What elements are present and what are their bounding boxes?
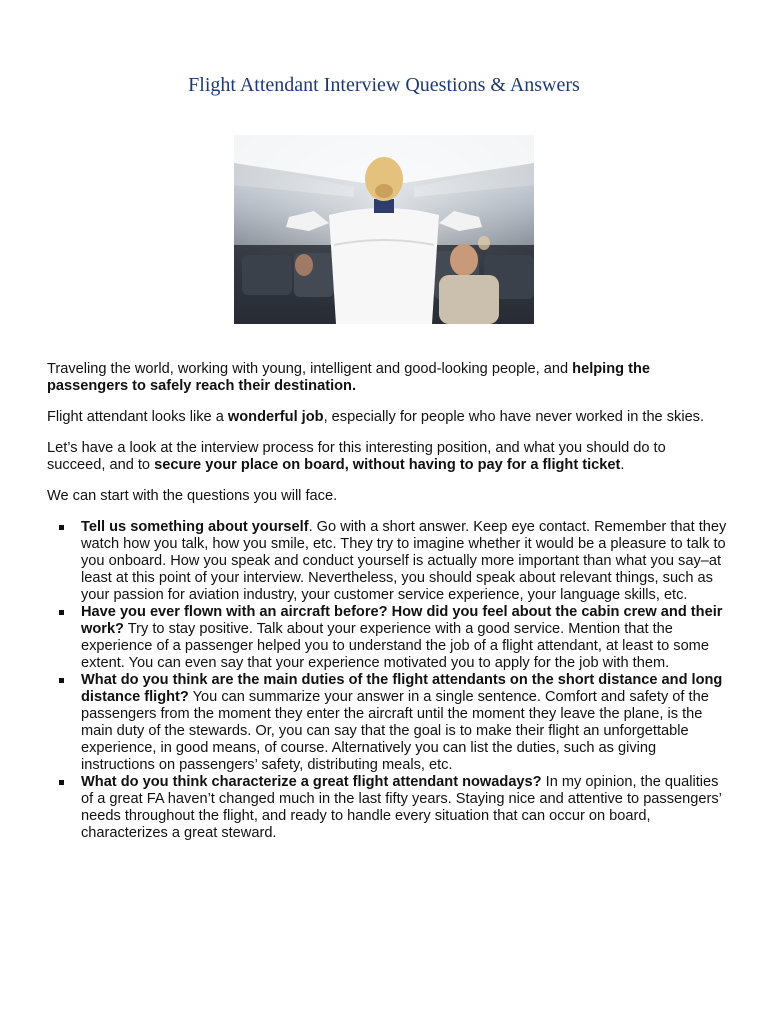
document-body	[47, 361, 727, 842]
question-item	[47, 774, 727, 842]
question-text: What do you think are the main duties of the flight attendants on the short distance and long distance flight?	[81, 672, 723, 705]
question-text: Have you ever flown with an aircraft before? How did you feel about the cabin crew and their work?	[81, 604, 723, 637]
bullet-icon	[59, 780, 64, 785]
intro-paragraph: Let’s have a look at the interview process for this interesting position, and what you should do to succeed, and to secure your place on board, without having to pay for a flight ticket.	[47, 440, 666, 473]
intro-paragraph: Flight attendant looks like a wonderful job, especially for people who have never worked in the skies.	[47, 409, 705, 425]
bullet-icon	[59, 678, 64, 683]
intro-paragraph: We can start with the questions you will face.	[47, 488, 338, 504]
bullet-icon	[59, 610, 64, 615]
flight-attendant-photo	[234, 135, 534, 324]
answer-text: Try to stay positive. Talk about your experience with a good service. Mention that the experience of a passenger helped you to understand the job of a flight attendant, at least to some extent. You can even say that your experience motivated you to apply for the job with them.	[81, 621, 709, 671]
answer-text: . Go with a short answer. Keep eye contact. Remember that they watch how you talk, how you smile, etc. They try to imagine whether it would be a pleasure to talk to you onboard. How you speak and conduct yourself is actually more important than what you say–at least at this point of your interview. Nevertheless, you should speak about relevant things, such as your passion for aviation industry, your customer service experience, your language skills, etc.	[81, 519, 727, 603]
question-list	[47, 519, 727, 842]
question-item	[47, 672, 727, 774]
answer-text: In my opinion, the qualities of a great FA haven’t changed much in the last fifty years. Staying nice and attentive to passengers’ needs throughout the flight, and ready to handle every situation that can occur on board, characterizes a great steward.	[81, 774, 722, 841]
question-text: Tell us something about yourself	[81, 519, 309, 535]
intro-paragraph: Traveling the world, working with young, intelligent and good-looking people, and helping the passengers to safely reach their destination.	[47, 361, 651, 394]
answer-text: You can summarize your answer in a single sentence. Comfort and safety of the passengers from the moment they enter the aircraft until the moment they leave the plane, is the main duty of the stewards. Or, you can say that the goal is to make their flight an unforgettable experience, in good means, of course. Alternatively you can list the duties, such as giving instructions on passengers’ safety, distributing meals, etc.	[81, 689, 709, 773]
bullet-icon	[59, 525, 64, 530]
document-title: Flight Attendant Interview Questions & Answers	[188, 74, 580, 96]
question-item	[47, 519, 727, 604]
question-text: What do you think characterize a great flight attendant nowadays?	[81, 774, 542, 790]
question-item	[47, 604, 727, 672]
